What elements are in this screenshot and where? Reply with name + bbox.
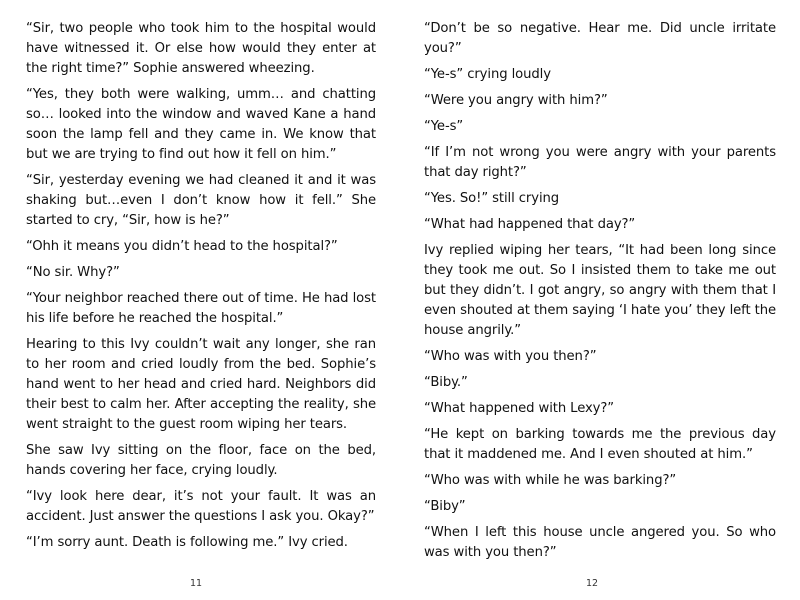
paragraph: “What had happened that day?”	[424, 217, 636, 232]
paragraph: She saw Ivy sitting on the floor, face on the bed, hands covering her face, crying loudly.	[26, 443, 376, 478]
paragraph: “Biby”	[424, 499, 466, 514]
paragraph: “I’m sorry aunt. Death is following me.” Ivy cried.	[26, 535, 348, 550]
paragraph: “Sir, yesterday evening we had cleaned it and it was shaking but…even I don’t know how it fell.” She started to cry, “Sir, how is he?”	[26, 173, 376, 228]
paragraph: “Sir, two people who took him to the hospital would have witnessed it. Or else how would they enter at the right time?” Sophie answered wheezing.	[26, 21, 376, 76]
paragraph: “What happened with Lexy?”	[424, 401, 615, 416]
paragraph: “Who was with you then?”	[424, 349, 597, 364]
paragraph: “Ye-s”	[424, 119, 464, 134]
page-number: 12	[585, 578, 599, 589]
paragraph: Ivy replied wiping her tears, “It had been long since they took me out. So I insisted them to take me out but they didn’t. I got angry, so angry with them that I even shouted at them saying ‘I hate you’ they left the house angrily.”	[424, 243, 776, 338]
paragraph: “Yes, they both were walking, umm… and chatting so… looked into the window and waved Kane a hand soon the lamp fell and they came in. We know that but we are trying to find out how it fell on him.”	[26, 87, 376, 162]
paragraph: “When I left this house uncle angered you. So who was with you then?”	[424, 525, 776, 560]
paragraph: “Biby.”	[424, 375, 468, 390]
paragraph: “Were you angry with him?”	[424, 93, 608, 108]
paragraph: “Don’t be so negative. Hear me. Did uncle irritate you?”	[424, 21, 776, 56]
paragraph: “No sir. Why?”	[26, 265, 120, 280]
paragraph: “He kept on barking towards me the previous day that it maddened me. And I even shouted at him.”	[424, 427, 776, 462]
paragraph: “Yes. So!” still crying	[424, 191, 560, 206]
paragraph: “Who was with while he was barking?”	[424, 473, 677, 488]
paragraph: Hearing to this Ivy couldn’t wait any longer, she ran to her room and cried loudly from the bed. Sophie’s hand went to her head and cried hard. Neighbors did their best to calm her. After accepting the reality, she went straight to the guest room wiping her tears.	[26, 337, 376, 432]
paragraph: “Your neighbor reached there out of time. He had lost his life before he reached the hospital.”	[26, 291, 376, 326]
right-page	[400, 0, 800, 600]
paragraph: “Ivy look here dear, it’s not your fault. It was an accident. Just answer the questions I ask you. Okay?”	[26, 489, 376, 524]
page-number: 11	[189, 578, 203, 589]
paragraph: “If I’m not wrong you were angry with your parents that day right?”	[424, 145, 776, 180]
right-page-text	[424, 19, 776, 569]
paragraph: “Ye-s” crying loudly	[424, 67, 551, 82]
left-page-text	[26, 19, 376, 559]
paragraph: “Ohh it means you didn’t head to the hospital?”	[26, 239, 338, 254]
